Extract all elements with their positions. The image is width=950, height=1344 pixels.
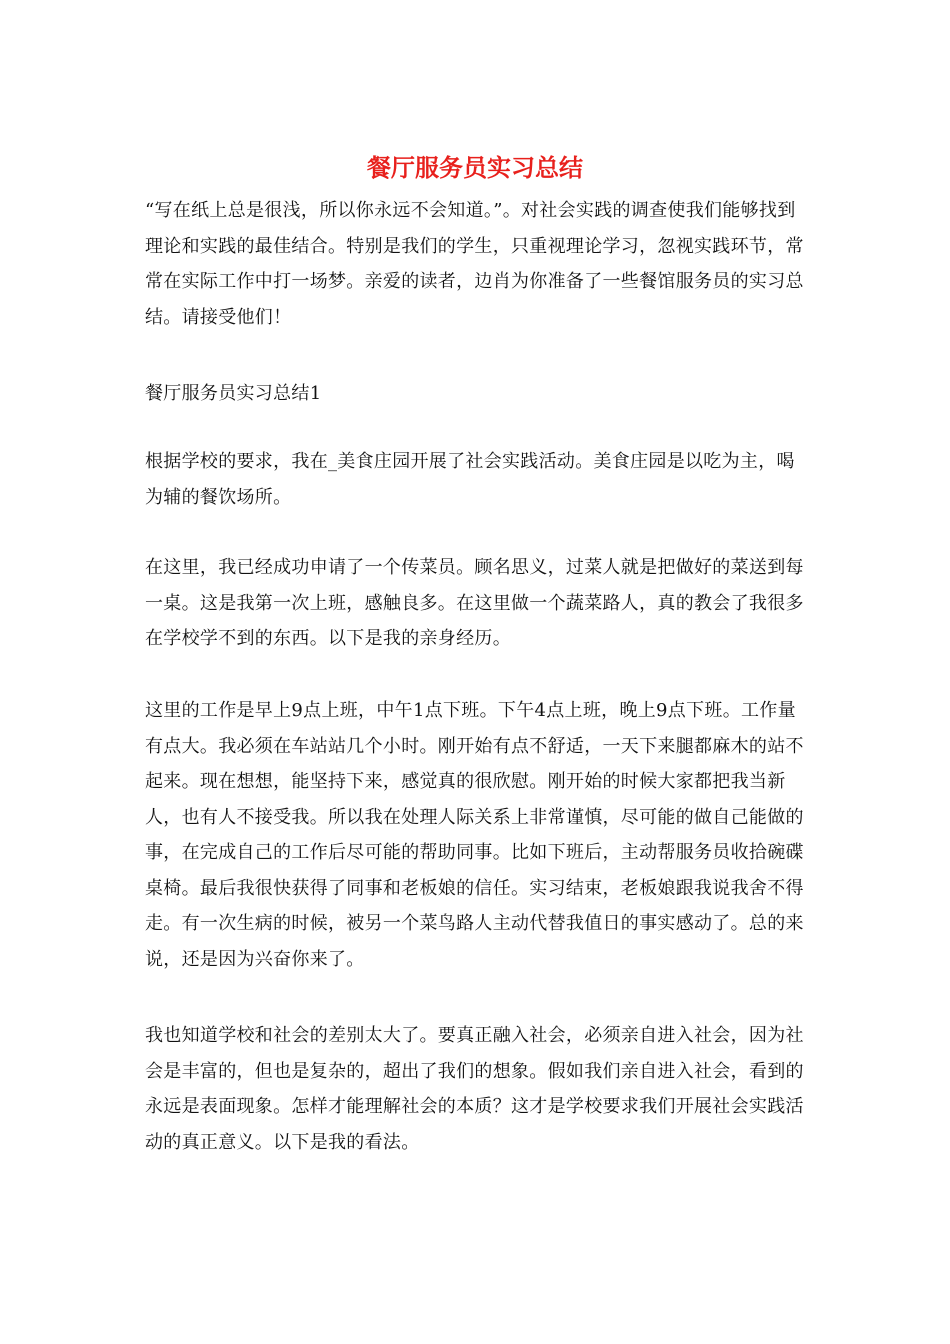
section-heading: 餐厅服务员实习总结1 (145, 383, 322, 404)
document-title: 餐厅服务员实习总结 (367, 153, 583, 182)
body-paragraph: 根据学校的要求，我在_美食庄园开展了社会实践活动。美食庄园是以吃为主，喝为辅的餐饮场所。 (145, 451, 795, 508)
body-paragraph: 这里的工作是早上9点上班，中午1点下班。下午4点上班，晚上9点下班。工作量有点大。我必须在车站站几个小时。刚开始有点不舒适，一天下来腿都麻木的站不起来。现在想想，能坚持下来，感觉真的很欣慰。刚开始的时候大家都把我当新人，也有人不接受我。所以我在处理人际关系上非常谨慎，尽可能的做自己能做的事，在完成自己的工作后尽可能的帮助同事。比如下班后，主动帮服务员收拾碗碟桌椅。最后我很快获得了同事和老板娘的信任。实习结束，老板娘跟我说我舍不得走。有一次生病的时候，被另一个菜鸟路人主动代替我值日的事实感动了。总的来说，还是因为兴奋你来了。 (145, 700, 804, 970)
body-paragraph: 我也知道学校和社会的差别太大了。要真正融入社会，必须亲自进入社会，因为社会是丰富的，但也是复杂的，超出了我们的想象。假如我们亲自进入社会，看到的永远是表面现象。怎样才能理解社会的本质？这才是学校要求我们开展社会实践活动的真正意义。以下是我的看法。 (145, 1025, 804, 1153)
body-paragraph: 在这里，我已经成功申请了一个传菜员。顾名思义，过菜人就是把做好的菜送到每一桌。这是我第一次上班，感触良多。在这里做一个蔬菜路人，真的教会了我很多在学校学不到的东西。以下是我的亲身经历。 (145, 557, 804, 649)
intro-paragraph: “写在纸上总是很浅，所以你永远不会知道。”。对社会实践的调查使我们能够找到理论和实践的最佳结合。特别是我们的学生，只重视理论学习，忽视实践环节，常常在实际工作中打一场梦。亲爱的读者，边肖为你准备了一些餐馆服务员的实习总结。请接受他们！ (145, 200, 804, 328)
